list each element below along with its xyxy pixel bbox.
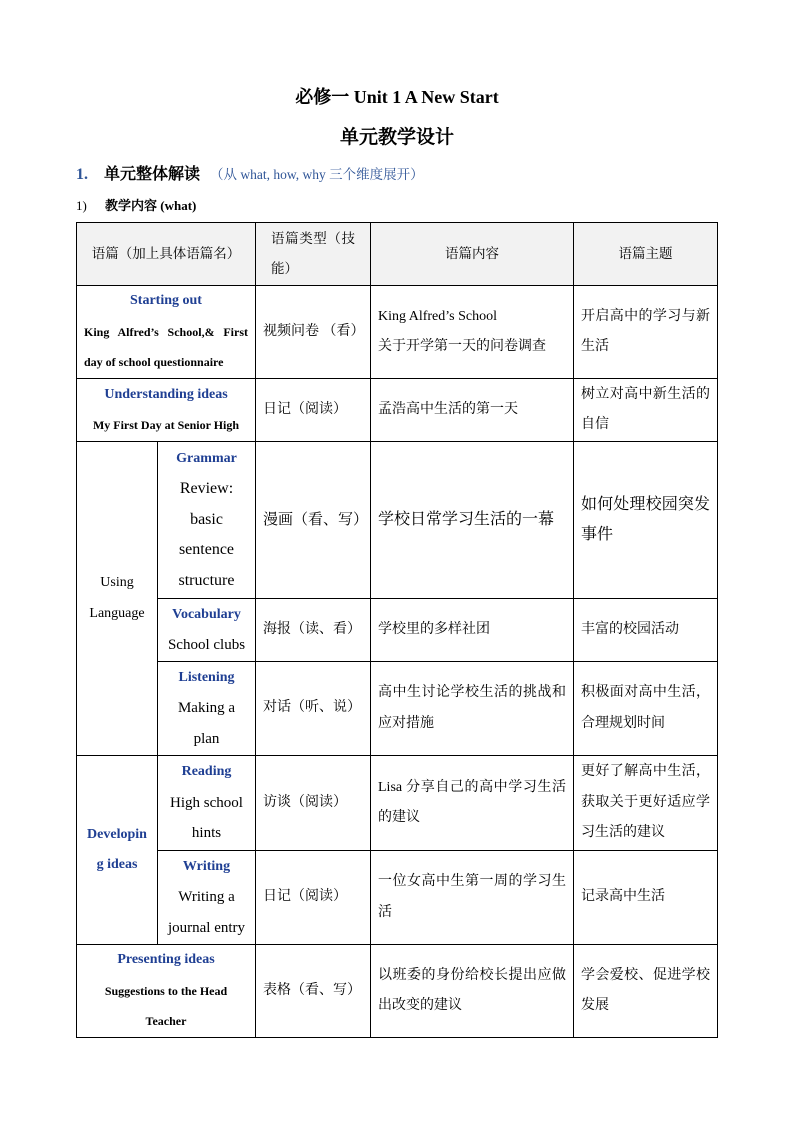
content-cell: [371, 286, 574, 379]
type-cell: 访谈（阅读）: [256, 756, 371, 851]
content-cell: [371, 756, 574, 851]
sub-source-cell: [158, 599, 256, 662]
content-line: 以班委的身份给校长提出应做出改变的建议: [378, 967, 566, 1013]
table-row-listening: [77, 662, 718, 756]
content-cell: [371, 945, 574, 1038]
section-label: Starting out: [130, 293, 202, 309]
table-row-presenting-ideas: [77, 945, 718, 1038]
subsection-title: 教学内容 (what): [105, 198, 197, 213]
section-label: Vocabulary: [172, 606, 241, 622]
page-subtitle: 单元教学设计: [339, 127, 454, 148]
table-row-writing: [77, 851, 718, 945]
section-heading: [76, 163, 424, 187]
section-note: （从 what, how, why 三个维度展开）: [210, 167, 424, 182]
header-content: 语篇内容: [371, 223, 574, 286]
header-text: 语篇（加上具体语篇名）: [77, 223, 256, 286]
group-cell-using-language: Using Language: [77, 442, 158, 756]
text-title: Making a plan: [177, 700, 236, 747]
teaching-content-table: [76, 222, 718, 1038]
sub-source-cell: [158, 442, 256, 599]
type-cell: 表格（看、写）: [256, 945, 371, 1038]
theme-cell: 学会爱校、促进学校发展: [574, 945, 718, 1038]
table-row-reading: [77, 756, 718, 851]
type-cell: 漫画（看、写）: [256, 442, 371, 599]
sub-source-cell: [158, 662, 256, 756]
section-label: Presenting ideas: [117, 952, 215, 968]
type-cell: 海报（读、看）: [256, 599, 371, 662]
text-title: Writing a journal entry: [167, 889, 246, 936]
theme-cell: 积极面对高中生活，合理规划时间: [574, 662, 718, 756]
theme-cell: 开启高中的学习与新生活: [574, 286, 718, 379]
source-cell: [77, 945, 256, 1038]
type-cell: 日记（阅读）: [256, 379, 371, 442]
page-title: 必修一 Unit 1 A New Start: [295, 87, 499, 107]
content-line: 高中生讨论学校生活的挑战和应对措施: [378, 685, 566, 731]
section-label: Reading: [181, 764, 232, 780]
theme-cell: 树立对高中新生活的自信: [574, 379, 718, 442]
section-label: Listening: [178, 669, 235, 685]
content-line: 孟浩高中生活的第一天: [378, 401, 518, 417]
type-cell: 对话（听、说）: [256, 662, 371, 756]
section-title: 单元整体解读: [104, 166, 201, 183]
content-cell: [371, 442, 574, 599]
theme-cell: 记录高中生活: [574, 851, 718, 945]
subsection-number: 1): [76, 198, 87, 213]
source-cell: [77, 286, 256, 379]
text-title: High school hints: [170, 794, 243, 842]
source-cell: [77, 379, 256, 442]
content-line: King Alfred’s School: [378, 308, 497, 324]
content-cell: [371, 379, 574, 442]
content-line: Lisa 分享自己的高中学习生活的建议: [378, 779, 566, 825]
section-label: Grammar: [176, 450, 237, 466]
text-title: Suggestions to the Head Teacher: [104, 983, 228, 1029]
content-line: 一位女高中生第一周的学习生活: [378, 874, 566, 920]
subsection-heading: [76, 196, 196, 216]
header-theme: 语篇主题: [574, 223, 718, 286]
sub-source-cell: [158, 851, 256, 945]
text-title: King Alfred’s School,& First day of school questionnaire: [84, 324, 248, 370]
section-label: Writing: [182, 858, 231, 874]
theme-cell: 更好了解高中生活，获取关于更好适应学习生活的建议: [574, 756, 718, 851]
header-type: 语篇类型（技能）: [256, 223, 371, 286]
content-cell: [371, 662, 574, 756]
text-title: School clubs: [167, 637, 246, 653]
theme-cell: 丰富的校园活动: [574, 599, 718, 662]
table-header-row: [77, 223, 718, 286]
type-cell: 视频问卷 （看）: [256, 286, 371, 379]
content-cell: [371, 599, 574, 662]
content-line: 关于开学第一天的问卷调查: [378, 339, 546, 354]
group-cell-developing-ideas: Developing ideas: [77, 756, 158, 945]
sub-source-cell: [158, 756, 256, 851]
section-number: 1.: [76, 166, 88, 183]
table-row-grammar: [77, 442, 718, 599]
content-line: 学校日常学习生活的一幕: [378, 510, 555, 528]
content-line: 学校里的多样社团: [378, 621, 490, 637]
text-title: My First Day at Senior High: [92, 418, 240, 432]
section-label: Understanding ideas: [104, 386, 228, 402]
content-cell: [371, 851, 574, 945]
type-cell: 日记（阅读）: [256, 851, 371, 945]
text-title: Review: basic sentence structure: [178, 480, 235, 589]
table-row-starting-out: [77, 286, 718, 379]
table-row-understanding-ideas: [77, 379, 718, 442]
table-row-vocabulary: [77, 599, 718, 662]
theme-cell: 如何处理校园突发事件: [574, 442, 718, 599]
